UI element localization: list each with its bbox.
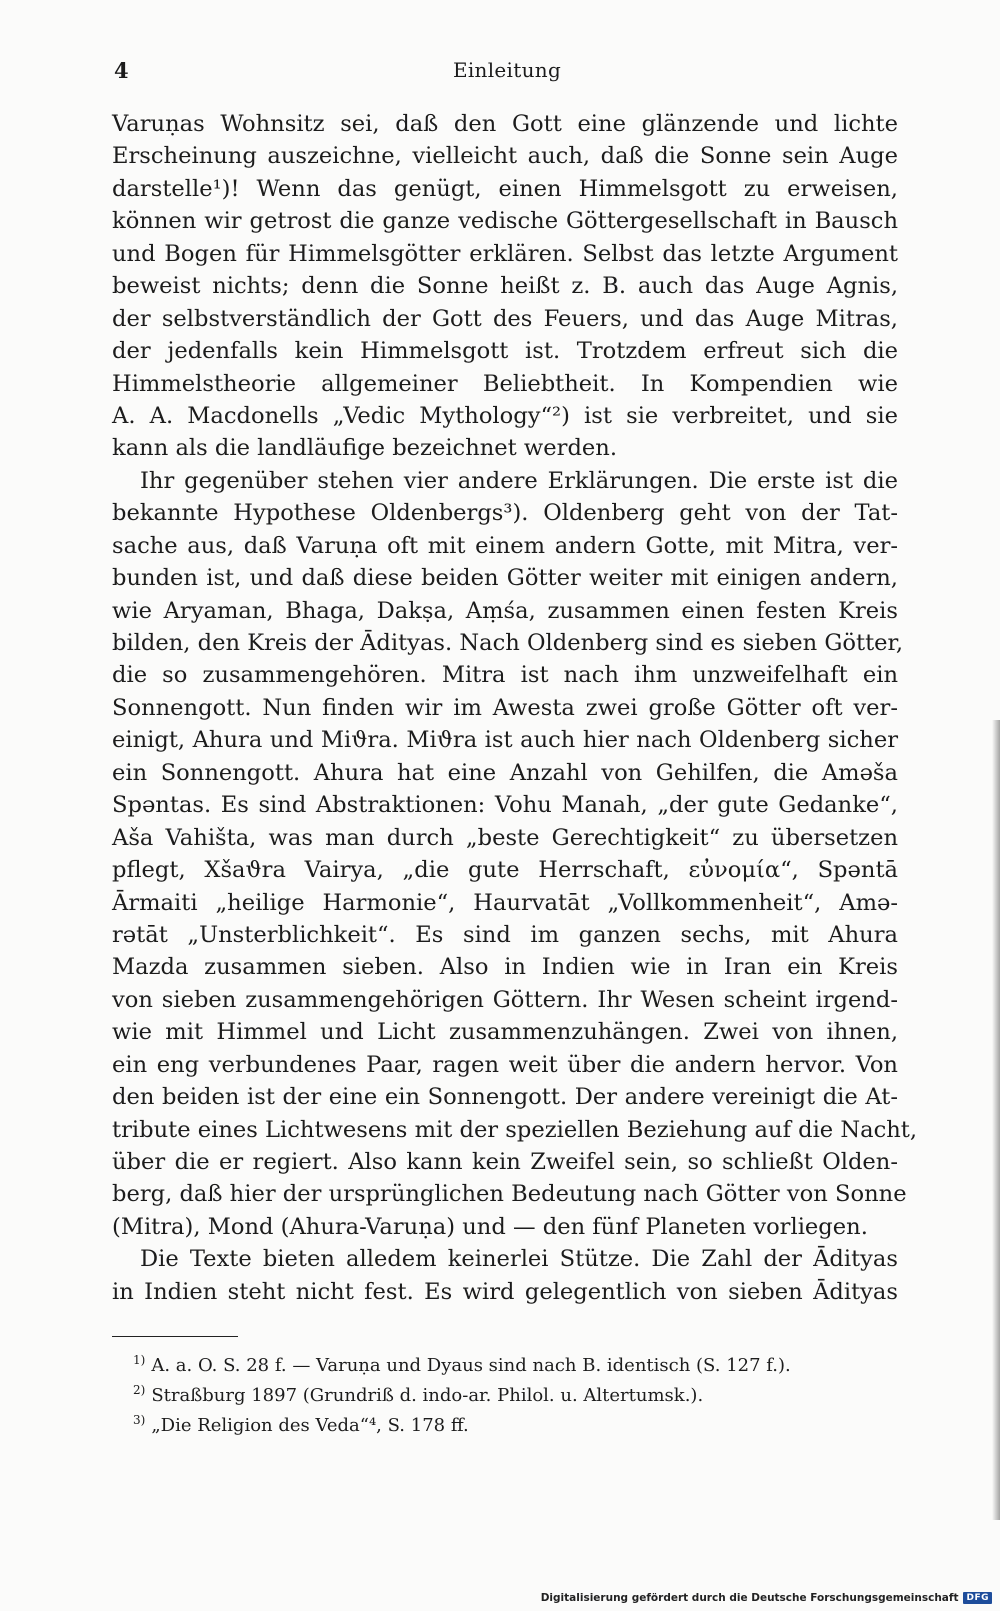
scan-edge-shadow [992, 720, 1000, 1520]
text-line: wie mit Himmel und Licht zusammenzuhängen. Zwei von ihnen, [112, 1019, 898, 1046]
digitization-credit [541, 1590, 992, 1606]
text-line: kann als die landläufige bezeichnet werden. [112, 435, 618, 462]
footnote [133, 1408, 893, 1438]
footnote-text: Straßburg 1897 (Grundriß d. indo-ar. Philol. u. Altertumsk.). [151, 1385, 704, 1406]
text-line: bilden, den Kreis der Ādityas. Nach Oldenberg sind es sieben Götter, [112, 630, 904, 656]
text-line: darstelle¹)! Wenn das genügt, einen Himmelsgott zu erweisen, [112, 175, 898, 202]
text-line: Sonnengott. Nun finden wir im Awesta zwei große Götter oft ver- [112, 694, 898, 721]
text-line: bekannte Hypothese Oldenbergs³). Oldenberg geht von der Tat- [112, 500, 898, 527]
footnote-text: „Die Religion des Veda“⁴, S. 178 ff. [151, 1415, 469, 1436]
text-line: sache aus, daß Varuṇa oft mit einem andern Gotte, mit Mitra, ver- [112, 532, 898, 559]
text-line: Ārmaiti „heilige Harmonie“, Haurvatāt „Vollkommenheit“, Amə- [112, 889, 898, 916]
running-title: Einleitung [452, 58, 562, 82]
text-line: von sieben zusammengehörigen Göttern. Ihr Wesen scheint irgend- [112, 986, 898, 1013]
text-line: (Mitra), Mond (Ahura-Varuṇa) und — den fünf Planeten vorliegen. [112, 1213, 868, 1240]
footnote-mark: 1) [133, 1353, 146, 1367]
text-line: pflegt, Xšaϑra Vairya, „die gute Herrschaft, εὐνομία“, Spəntā [112, 857, 898, 884]
page-header [112, 58, 902, 88]
paragraph-start-line: Die Texte bieten alledem keinerlei Stütze. Die Zahl der Ādityas [140, 1246, 898, 1273]
footnotes [133, 1348, 893, 1438]
text-line: den beiden ist der eine ein Sonnengott. Der andere vereinigt die At- [112, 1084, 898, 1111]
text-line: beweist nichts; denn die Sonne heißt z. B. auch das Auge Agnis, [112, 273, 898, 300]
text-line: berg, daß hier der ursprünglichen Bedeutung nach Götter von Sonne [112, 1181, 907, 1208]
page-number: 4 [114, 58, 129, 83]
body-text [112, 108, 918, 1308]
text-line: Mazda zusammen sieben. Also in Indien wie in Iran ein Kreis [112, 954, 898, 981]
footnote-mark: 3) [133, 1413, 146, 1427]
text-line: bunden ist, und daß diese beiden Götter weiter mit einigen andern, [112, 565, 898, 592]
text-line: der jedenfalls kein Himmelsgott ist. Trotzdem erfreut sich die [112, 338, 898, 365]
footnote [133, 1378, 893, 1408]
text-line: in Indien steht nicht fest. Es wird gelegentlich von sieben Ādityas [112, 1278, 898, 1305]
text-line: der selbstverständlich der Gott des Feuers, und das Auge Mitras, [112, 305, 898, 332]
text-line: die so zusammengehören. Mitra ist nach ihm unzweifelhaft ein [112, 662, 898, 689]
text-line: und Bogen für Himmelsgötter erklären. Selbst das letzte Argument [112, 240, 898, 267]
text-line: einigt, Ahura und Miϑra. Miϑra ist auch hier nach Oldenberg sicher [112, 727, 898, 754]
text-line: Aša Vahišta, was man durch „beste Gerechtigkeit“ zu übersetzen [112, 824, 898, 851]
text-line: Himmelstheorie allgemeiner Beliebtheit. In Kompendien wie [112, 370, 898, 397]
footnote-mark: 2) [133, 1383, 146, 1397]
text-line: Spəntas. Es sind Abstraktionen: Vohu Manah, „der gute Gedanke“, [112, 792, 898, 819]
text-line: Varuṇas Wohnsitz sei, daß den Gott eine glänzende und lichte [112, 111, 898, 137]
footnote-text: A. a. O. S. 28 f. — Varuṇa und Dyaus sind nach B. identisch (S. 127 f.). [151, 1355, 791, 1376]
text-line: tribute eines Lichtwesens mit der speziellen Beziehung auf die Nacht, [112, 1116, 918, 1143]
text-line: ein eng verbundenes Paar, ragen weit über die andern hervor. Von [112, 1051, 898, 1078]
text-line: wie Aryaman, Bhaga, Dakṣa, Aṃśa, zusammen einen festen Kreis [112, 597, 898, 624]
footnote-divider [112, 1336, 238, 1337]
text-line: können wir getrost die ganze vedische Göttergesellschaft in Bausch [112, 208, 898, 235]
footnote [133, 1348, 893, 1378]
paragraph-start-line: Ihr gegenüber stehen vier andere Erklärungen. Die erste ist die [140, 467, 898, 494]
text-line: A. A. Macdonells „Vedic Mythology“²) ist sie verbreitet, und sie [112, 402, 898, 429]
text-line: rətāt „Unsterblichkeit“. Es sind im ganzen sechs, mit Ahura [112, 921, 898, 948]
credit-text: Digitalisierung gefördert durch die Deutsche Forschungsgemeinschaft [540, 1592, 959, 1604]
text-line: Erscheinung auszeichne, vielleicht auch, daß die Sonne sein Auge [112, 143, 898, 170]
text-line: ein Sonnengott. Ahura hat eine Anzahl von Gehilfen, die Aməša [112, 759, 898, 786]
text-line: über die er regiert. Also kann kein Zweifel sein, so schließt Olden- [112, 1149, 898, 1175]
dfg-logo-icon: DFG [963, 1592, 992, 1604]
